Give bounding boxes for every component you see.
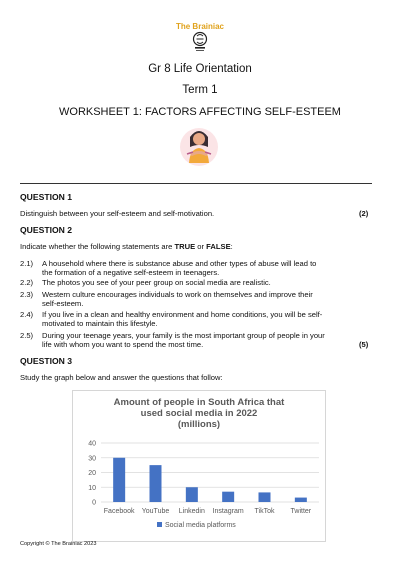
question-1-heading: QUESTION 1: [20, 192, 73, 202]
term-title: Term 1: [182, 84, 218, 96]
item-number: 2.3): [20, 290, 34, 299]
chart-bar: [222, 492, 234, 502]
chart-title-line: (millions): [177, 419, 221, 430]
item-number: 2.4): [20, 310, 34, 319]
y-tick-label: 30: [88, 455, 96, 463]
chart-bar: [150, 465, 162, 502]
statement-2-3: Western culture encourages individuals to work on themselves and improve their self-esteem.: [42, 290, 313, 308]
legend-label: Social media platforms: [165, 522, 236, 529]
subject-title: Gr 8 Life Orientation: [148, 63, 252, 75]
y-tick-label: 10: [88, 484, 96, 492]
copyright-notice: Copyright © The Brainiac 2023: [20, 541, 97, 547]
item-number: 2.2): [20, 278, 34, 287]
question-2-marks: (5): [359, 340, 369, 349]
question-3-text: Study the graph below and answer the questions that follow:: [20, 373, 223, 382]
chart-svg: [73, 391, 325, 541]
statement-2-1: A household where there is substance abuse and other types of abuse will lead to the formation of a negative self-esteem in teenagers.: [42, 259, 317, 277]
question-2-heading: QUESTION 2: [20, 225, 73, 235]
question-1-marks: (2): [359, 209, 369, 218]
x-tick-label: Instagram: [212, 508, 244, 515]
brainiac-logo-icon: [191, 31, 209, 55]
y-tick-label: 40: [88, 440, 96, 448]
question-3-heading: QUESTION 3: [20, 356, 73, 366]
x-tick-label: Facebook: [103, 508, 135, 515]
item-number: 2.5): [20, 331, 34, 340]
x-tick-label: Linkedin: [178, 508, 205, 515]
question-2-intro: Indicate whether the following statements are TRUE or FALSE:: [20, 242, 233, 251]
y-tick-label: 0: [92, 499, 96, 507]
y-tick-label: 20: [88, 470, 96, 477]
chart-bar: [113, 458, 125, 502]
x-tick-label: YouTube: [141, 508, 170, 515]
statement-2-5: During your teenage years, your family is the most important group of people in your life with whom you want to spend the most time.: [42, 331, 325, 349]
self-hug-illustration-icon: [176, 123, 222, 167]
chart-bar: [186, 487, 198, 502]
chart-bar: [295, 498, 307, 502]
legend-swatch: [157, 522, 162, 527]
section-divider: [20, 183, 372, 184]
x-tick-label: Twitter: [290, 508, 312, 515]
question-1-text: Distinguish between your self-esteem and self-motivation.: [20, 209, 215, 218]
brand-name: The Brainiac: [175, 22, 224, 31]
statement-2-4: If you live in a clean and healthy environment and home conditions, you will be self- motivated to maintain this lifestyle.: [42, 310, 323, 328]
worksheet-title: WORKSHEET 1: FACTORS AFFECTING SELF-ESTEEM: [59, 106, 341, 118]
social-media-chart: [72, 390, 326, 542]
item-number: 2.1): [20, 259, 34, 268]
chart-title-line: used social media in 2022: [140, 408, 258, 419]
statement-2-2: The photos you see of your peer group on social media are realistic.: [42, 278, 271, 287]
chart-title-line: Amount of people in South Africa that: [113, 397, 285, 408]
x-tick-label: TikTok: [254, 508, 275, 515]
chart-bar: [259, 492, 271, 502]
